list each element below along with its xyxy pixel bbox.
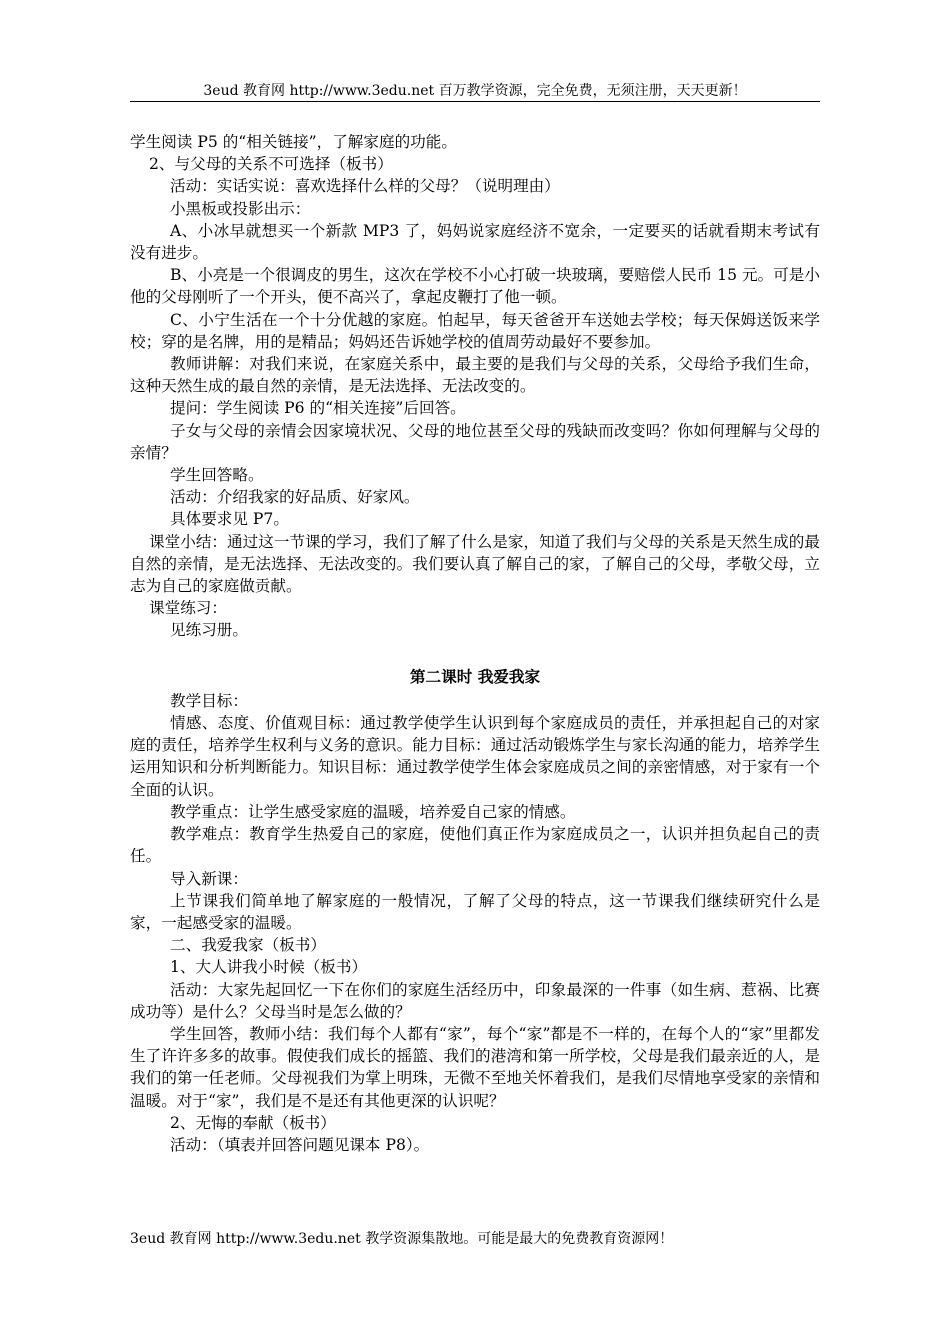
section-heading: 1、大人讲我小时候（板书） (170, 958, 368, 977)
paragraph: 活动：实话实说：喜欢选择什么样的父母？（说明理由） (170, 177, 560, 196)
paragraph: 活动：大家先起回忆一下在你们的家庭生活经历中，印象最深的一件事（如生病、惹祸、比赛成功等）是什么？父母当时是怎么做的？ (130, 980, 820, 1021)
spacer (130, 642, 820, 654)
paragraph: B、小亮是一个很调皮的男生，这次在学校不小心打破一块玻璃，要赔偿人民币 15 元。可是小他的父母刚听了一个开头，便不高兴了，拿起皮鞭打了他一顿。 (130, 266, 820, 307)
paragraph: 小黑板或投影出示： (170, 199, 311, 218)
header-divider (130, 101, 820, 102)
paragraph: 教学重点：让学生感受家庭的温暖，培养爱自己家的情感。 (170, 802, 576, 821)
paragraph: 教学目标： (170, 691, 248, 710)
paragraph: A、小冰早就想买一个新款 MP3 了，妈妈说家庭经济不宽余，一定要买的话就看期末考试有没有进步。 (130, 221, 820, 263)
paragraph: 学生回答略。 (170, 466, 264, 485)
paragraph: 导入新课： (170, 869, 248, 888)
paragraph: 活动：（填表并回答问题见课本 P8）。 (170, 1135, 430, 1154)
paragraph: 子女与父母的亲情会因家境状况、父母的地位甚至父母的残缺而改变吗？你如何理解与父母的亲情？ (130, 421, 820, 462)
document-body (130, 131, 820, 1156)
paragraph: 教学难点：教育学生热爱自己的家庭，使他们真正作为家庭成员之一，认识并担负起自己的责任。 (130, 825, 820, 866)
paragraph: C、小宁生活在一个十分优越的家庭。怕起早，每天爸爸开车送她去学校；每天保姆送饭来学校；穿的是名牌，用的是精品；妈妈还告诉她学校的值周劳动最好不要参加。 (130, 310, 820, 351)
paragraph: 情感、态度、价值观目标：通过教学使学生认识到每个家庭成员的责任，并承担起自己的对家庭的责任，培养学生权利与义务的意识。能力目标：通过活动锻炼学生与家长沟通的能力，培养学生运用知识和分析判断能力。知识目标：通过教学使学生体会家庭成员之间的亲密情感，对于家有一个全面的认识。 (130, 714, 820, 799)
paragraph: 上节课我们简单地了解家庭的一般情况，了解了父母的特点，这一节课我们继续研究什么是家，一起感受家的温暖。 (130, 891, 820, 932)
paragraph: 活动：介绍我家的好品质、好家风。 (170, 488, 420, 507)
section-heading: 二、我爱我家（板书） (170, 936, 326, 955)
section-heading: 2、与父母的关系不可选择（板书） (149, 155, 393, 174)
paragraph: 学生回答，教师小结：我们每个人都有“家”，每个“家”都是不一样的，在每个人的“家”里都发生了许许多多的故事。假使我们成长的摇篮、我们的港湾和第一所学校，父母是我们最亲近的人，是我们的第一任老师。父母视我们为掌上明珠，无微不至地关怀着我们，是我们尽情地享受家的亲情和温暖。对于“家”，我们是不是还有其他更深的认识呢？ (130, 1024, 820, 1110)
section-heading: 2、无悔的奉献（板书） (170, 1113, 336, 1132)
page-footer: 3eud 教育网 http://www.3edu.net 教学资源集散地。可能是最大的免费教育资源网！ (130, 1231, 674, 1247)
paragraph: 见练习册。 (170, 621, 248, 640)
paragraph: 具体要求见 P7。 (170, 510, 289, 529)
paragraph: 课堂练习： (149, 599, 227, 618)
paragraph: 提问：学生阅读 P6 的“相关连接”后回答。 (170, 399, 466, 418)
paragraph: 课堂小结：通过这一节课的学习，我们了解了什么是家，知道了我们与父母的关系是天然生成的最自然的亲情，是无法选择、无法改变的。我们要认真了解自己的家，了解自己的父母，孝敬父母，立志为自己的家庭做贡献。 (130, 532, 820, 596)
paragraph: 学生阅读 P5 的“相关链接”，了解家庭的功能。 (130, 133, 457, 151)
lesson-title: 第二课时 我爱我家 (409, 666, 541, 686)
paragraph: 教师讲解：对我们来说，在家庭关系中，最主要的是我们与父母的关系，父母给予我们生命，这种天然生成的最自然的亲情，是无法选择、无法改变的。 (130, 355, 820, 396)
page-header: 3eud 教育网 http://www.3edu.net 百万教学资源，完全免费，无须注册，天天更新！ (203, 83, 747, 99)
